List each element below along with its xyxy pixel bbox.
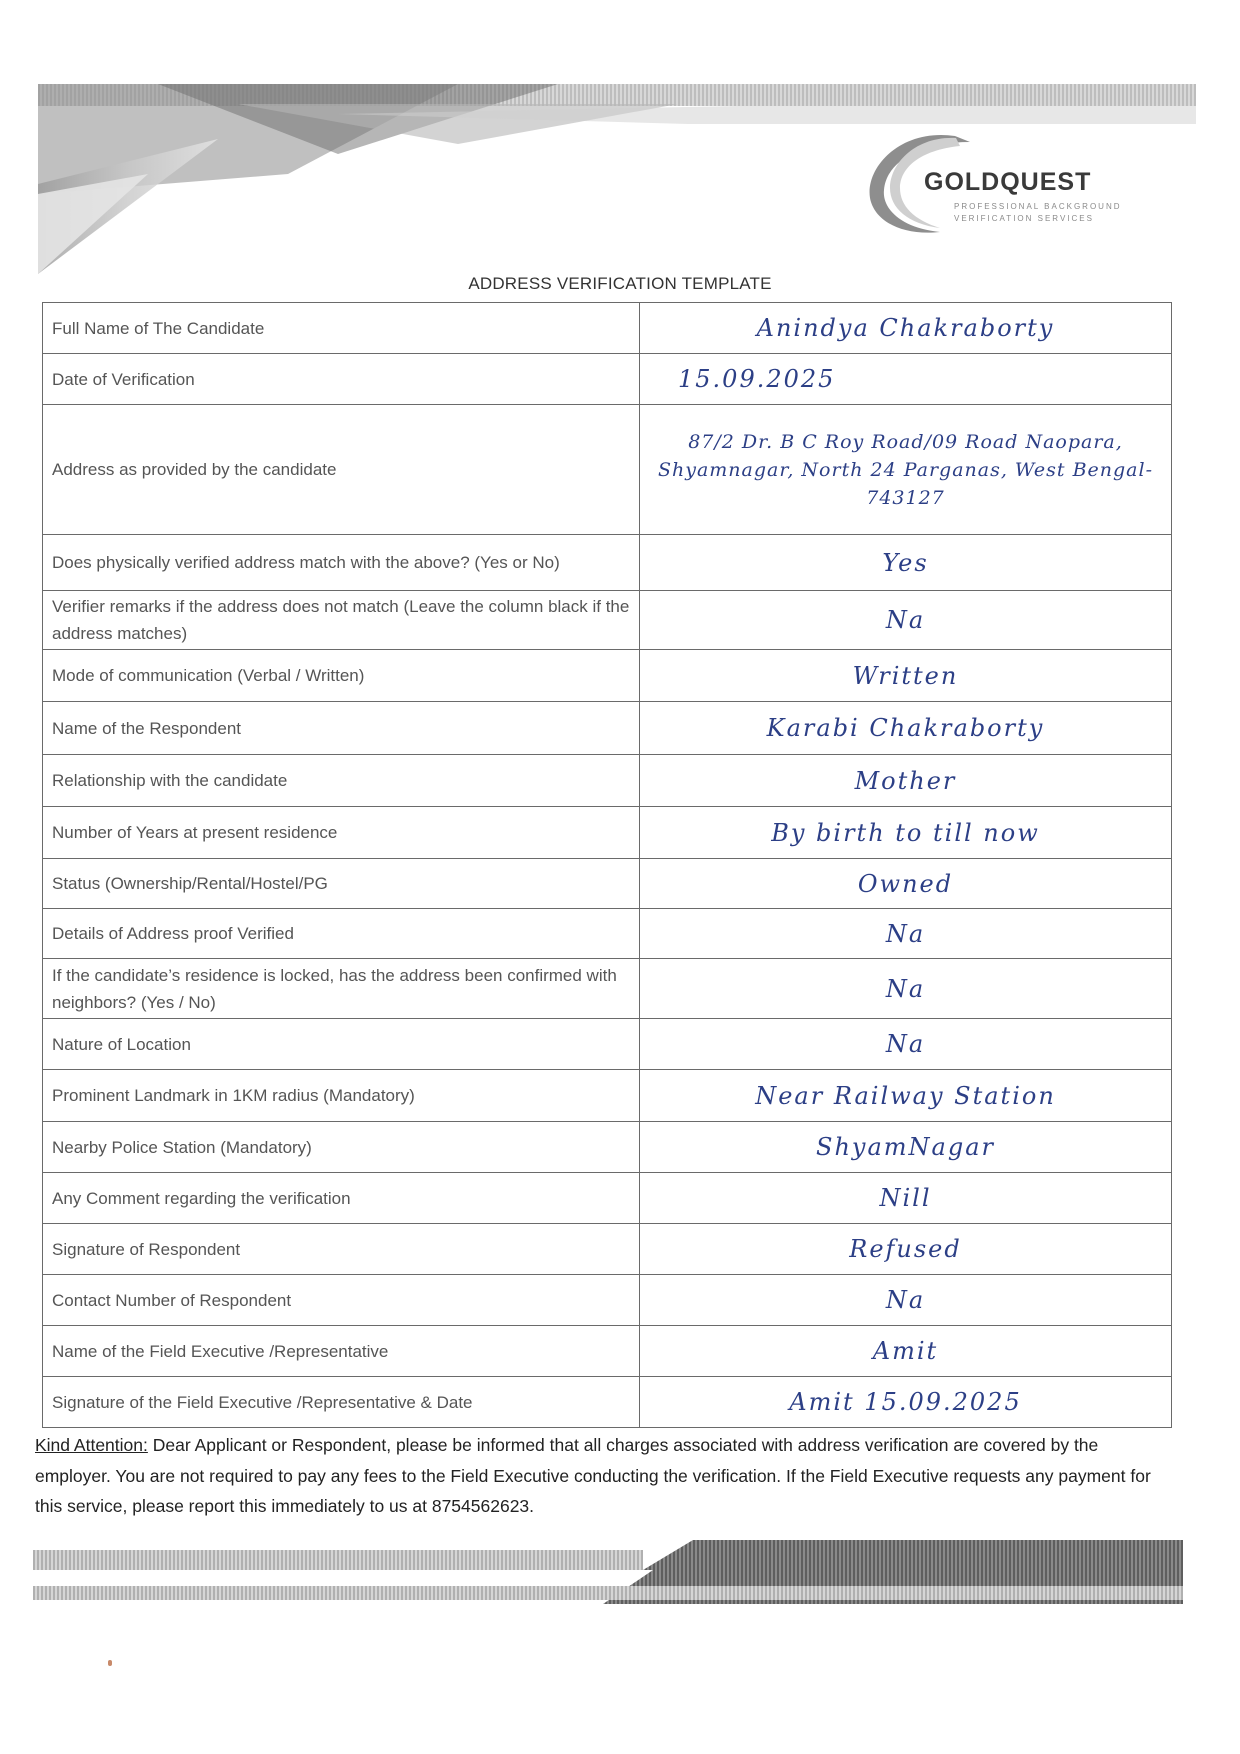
document-title: ADDRESS VERIFICATION TEMPLATE [468, 274, 772, 293]
field-value: 15.09.2025 [640, 354, 1172, 405]
field-label: Number of Years at present residence [43, 807, 640, 859]
field-value: Na [640, 591, 1172, 650]
field-label: Full Name of The Candidate [43, 303, 640, 354]
table-row [43, 650, 1172, 702]
field-label: Mode of communication (Verbal / Written) [43, 650, 640, 702]
scan-speck [108, 1660, 112, 1666]
table-row [43, 1019, 1172, 1070]
field-label: Address as provided by the candidate [43, 405, 640, 535]
field-label: Name of the Respondent [43, 702, 640, 755]
field-value: Yes [640, 535, 1172, 591]
field-label: Name of the Field Executive /Representative [43, 1326, 640, 1377]
table-row [43, 1275, 1172, 1326]
company-logo [860, 128, 1150, 238]
logo-tagline-2: VERIFICATION SERVICES [954, 214, 1094, 223]
field-value: Nill [640, 1173, 1172, 1224]
table-row [43, 755, 1172, 807]
field-value: Amit 15.09.2025 [640, 1377, 1172, 1428]
table-row [43, 859, 1172, 909]
table-row [43, 591, 1172, 650]
field-label: Contact Number of Respondent [43, 1275, 640, 1326]
table-row [43, 1377, 1172, 1428]
field-value: Written [640, 650, 1172, 702]
field-value: Na [640, 1019, 1172, 1070]
field-label: Status (Ownership/Rental/Hostel/PG [43, 859, 640, 909]
field-value: Mother [640, 755, 1172, 807]
field-label: Signature of Respondent [43, 1224, 640, 1275]
field-label: Nature of Location [43, 1019, 640, 1070]
field-label: Prominent Landmark in 1KM radius (Mandatory) [43, 1070, 640, 1122]
table-row [43, 303, 1172, 354]
field-value: 87/2 Dr. B C Roy Road/09 Road Naopara, Shyamnagar, North 24 Parganas, West Bengal-743127 [640, 405, 1172, 535]
table-row [43, 1224, 1172, 1275]
footer-banner-graphic [33, 1540, 1183, 1604]
notice-body: Dear Applicant or Respondent, please be informed that all charges associated with address verification are covered by the employer. You are not required to pay any fees to the Field Executive conducting the verification. If the Field Executive requests any payment for this service, please report this immediately to us at 8754562623. [35, 1435, 1151, 1516]
field-value: Near Railway Station [640, 1070, 1172, 1122]
verification-table [42, 302, 1172, 1428]
field-value: Na [640, 959, 1172, 1019]
table-row [43, 354, 1172, 405]
logo-wordmark: GOLDQUEST [924, 168, 1092, 196]
table-row [43, 959, 1172, 1019]
field-value: Owned [640, 859, 1172, 909]
kind-attention-notice [35, 1430, 1175, 1522]
table-row [43, 909, 1172, 959]
field-label: Signature of the Field Executive /Representative & Date [43, 1377, 640, 1428]
field-value: Karabi Chakraborty [640, 702, 1172, 755]
table-row [43, 1326, 1172, 1377]
field-label: Date of Verification [43, 354, 640, 405]
table-row [43, 807, 1172, 859]
logo-tagline-1: PROFESSIONAL BACKGROUND [954, 202, 1122, 211]
field-value: Refused [640, 1224, 1172, 1275]
field-label: Does physically verified address match with the above? (Yes or No) [43, 535, 640, 591]
field-value: ShyamNagar [640, 1122, 1172, 1173]
field-label: Verifier remarks if the address does not match (Leave the column black if the address matches) [43, 591, 640, 650]
field-label: If the candidate’s residence is locked, has the address been confirmed with neighbors? (Yes / No) [43, 959, 640, 1019]
field-label: Details of Address proof Verified [43, 909, 640, 959]
field-label: Nearby Police Station (Mandatory) [43, 1122, 640, 1173]
table-row [43, 702, 1172, 755]
table-row [43, 1122, 1172, 1173]
field-value: By birth to till now [640, 807, 1172, 859]
table-row [43, 535, 1172, 591]
table-row [43, 405, 1172, 535]
field-value: Amit [640, 1326, 1172, 1377]
field-value: Na [640, 1275, 1172, 1326]
field-value: Na [640, 909, 1172, 959]
table-row [43, 1173, 1172, 1224]
field-label: Any Comment regarding the verification [43, 1173, 640, 1224]
field-label: Relationship with the candidate [43, 755, 640, 807]
field-value: Anindya Chakraborty [640, 303, 1172, 354]
notice-lead: Kind Attention: [35, 1435, 148, 1455]
footer-banner [33, 1540, 1183, 1604]
table-row [43, 1070, 1172, 1122]
